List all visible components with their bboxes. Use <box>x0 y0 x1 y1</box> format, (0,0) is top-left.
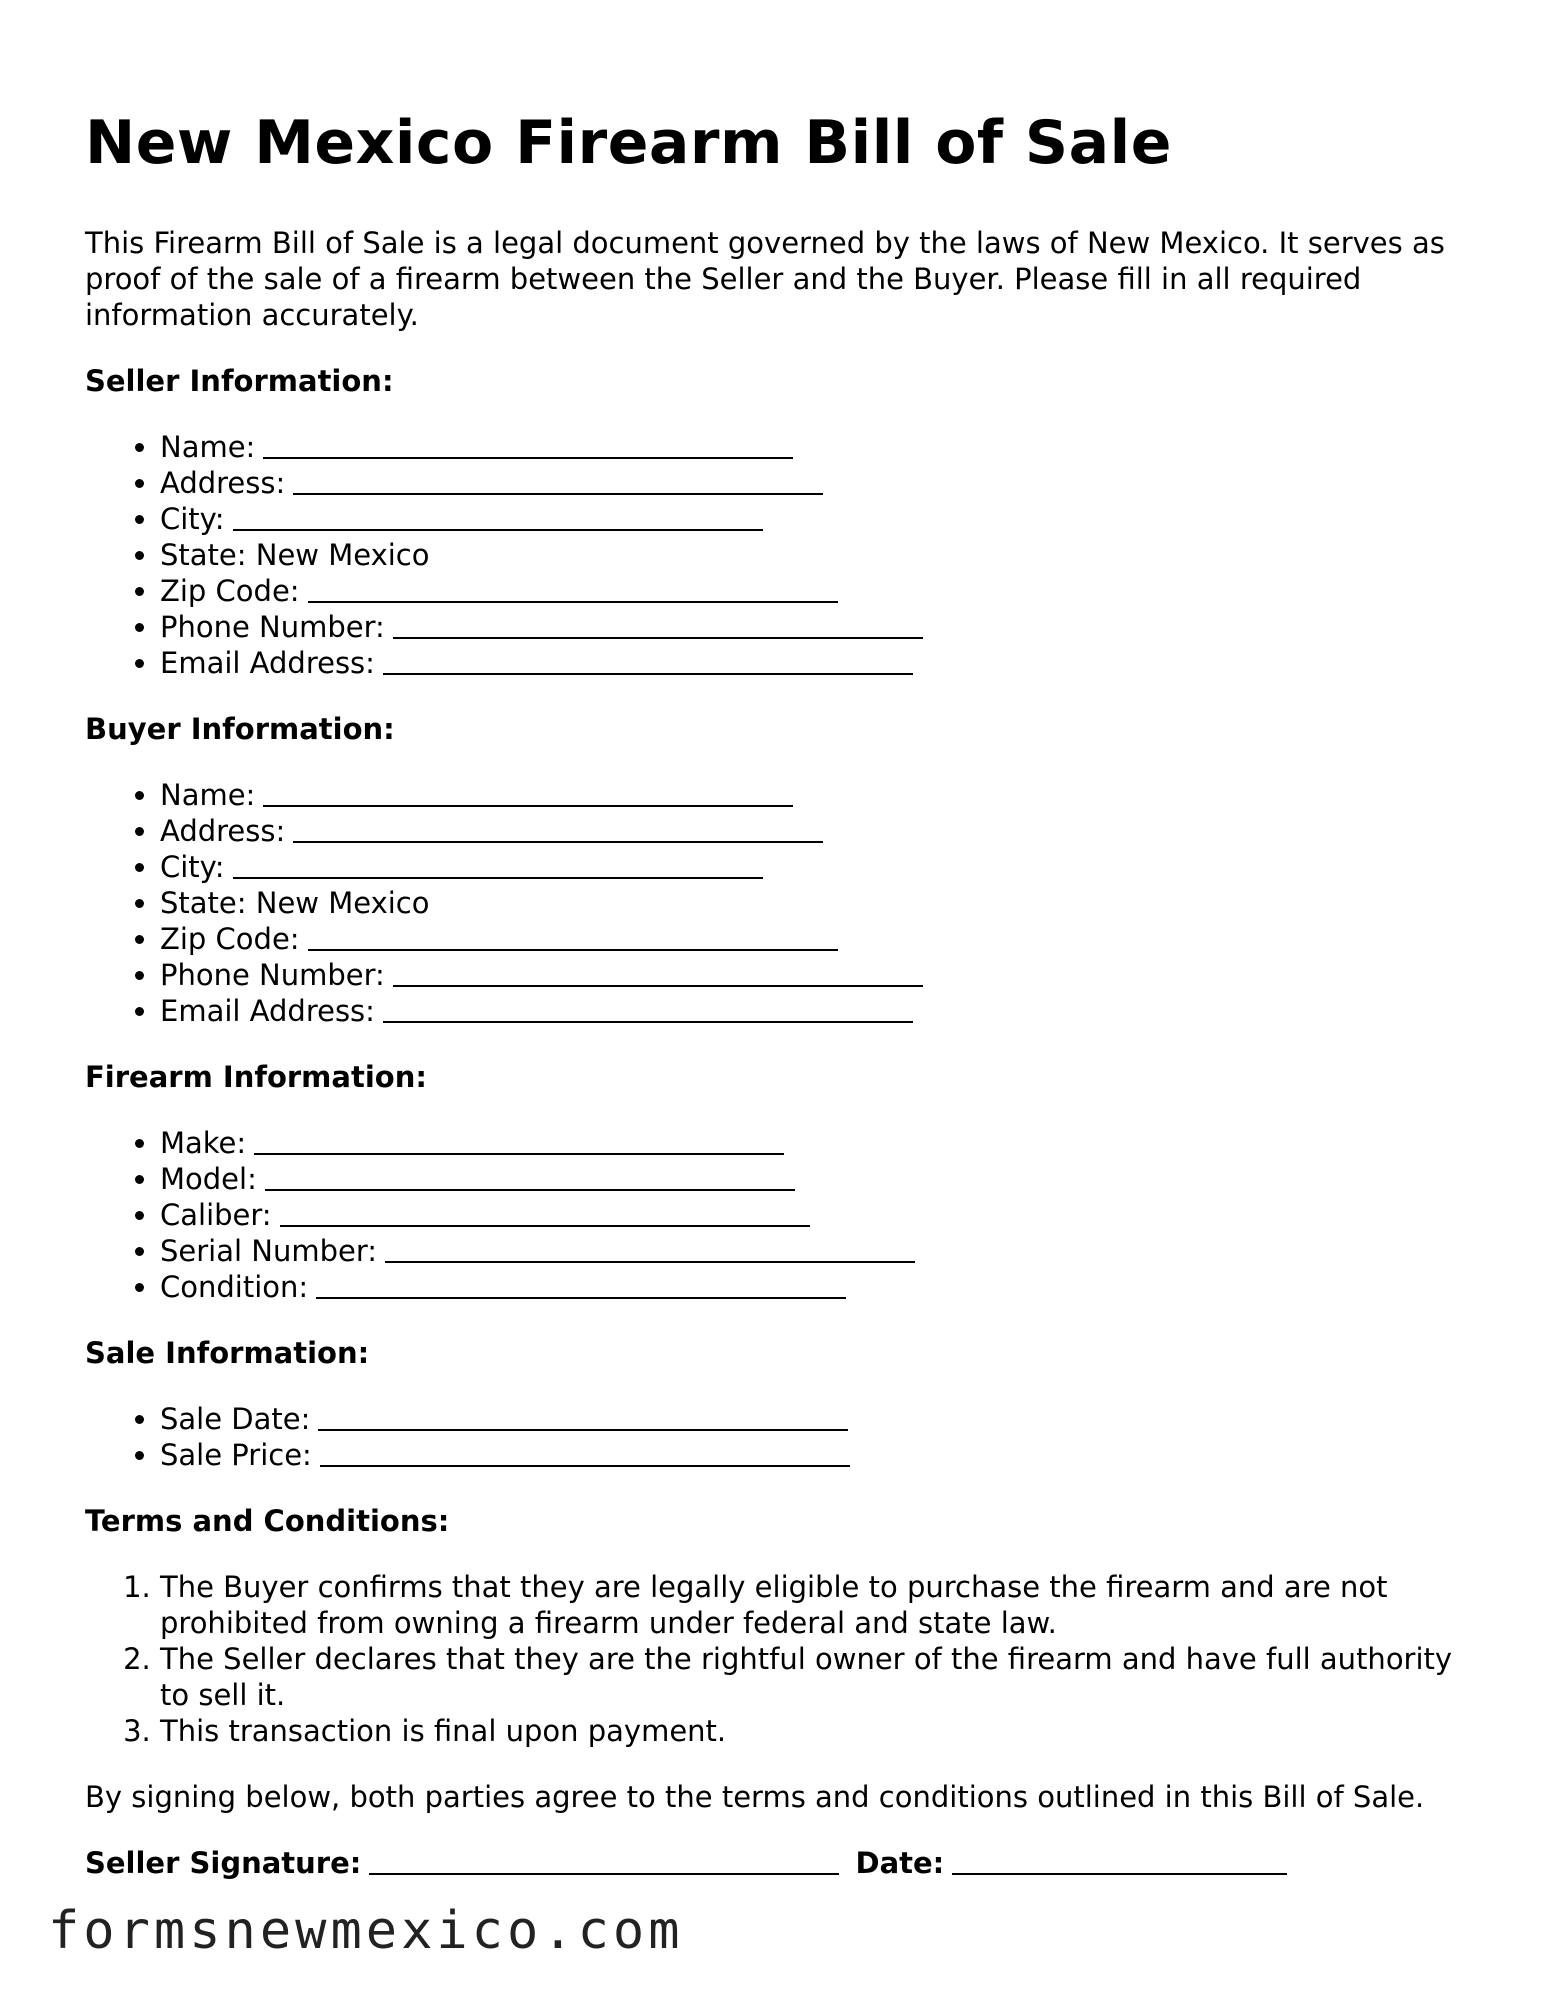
seller-zip-label: Zip Code: <box>160 574 300 608</box>
buyer-zip-item <box>160 921 1475 957</box>
buyer-phone-field[interactable] <box>393 985 923 987</box>
buyer-name-field[interactable] <box>263 805 793 807</box>
seller-email-field[interactable] <box>383 673 913 675</box>
sale-price-item <box>160 1437 1475 1473</box>
firearm-model-item <box>160 1161 1475 1197</box>
sale-heading: Sale Information: <box>85 1336 370 1370</box>
seller-address-label: Address: <box>160 466 286 500</box>
firearm-model-field[interactable] <box>265 1189 795 1191</box>
seller-address-item <box>160 465 1475 501</box>
buyer-fields-list <box>85 777 1475 1029</box>
sale-price-label: Sale Price: <box>160 1438 312 1472</box>
buyer-phone-label: Phone Number: <box>160 958 385 992</box>
buyer-state-label: State: New Mexico <box>160 886 430 920</box>
firearm-condition-item <box>160 1269 1475 1305</box>
firearm-make-field[interactable] <box>254 1153 784 1155</box>
seller-city-item <box>160 501 1475 537</box>
signature-line <box>85 1845 1475 1881</box>
seller-name-field[interactable] <box>263 457 793 459</box>
sale-date-label: Sale Date: <box>160 1402 311 1436</box>
firearm-condition-field[interactable] <box>316 1297 846 1299</box>
seller-email-item <box>160 645 1475 681</box>
buyer-phone-item <box>160 957 1475 993</box>
firearm-model-label: Model: <box>160 1162 257 1196</box>
firearm-caliber-field[interactable] <box>280 1225 810 1227</box>
terms-heading: Terms and Conditions: <box>85 1504 450 1538</box>
agreement-paragraph: By signing below, both parties agree to the terms and conditions outlined in this Bill of Sale. <box>85 1780 1425 1814</box>
seller-fields-list <box>85 429 1475 681</box>
buyer-address-label: Address: <box>160 814 286 848</box>
firearm-heading: Firearm Information: <box>85 1060 427 1094</box>
seller-signature-label: Seller Signature: <box>85 1846 362 1880</box>
seller-city-label: City: <box>160 502 225 536</box>
sale-date-field[interactable] <box>318 1429 848 1431</box>
buyer-heading: Buyer Information: <box>85 712 395 746</box>
buyer-address-field[interactable] <box>293 841 823 843</box>
seller-email-label: Email Address: <box>160 646 375 680</box>
seller-signature-field[interactable] <box>369 1873 839 1875</box>
seller-phone-item <box>160 609 1475 645</box>
signature-date-label: Date: <box>855 1846 945 1880</box>
seller-address-field[interactable] <box>293 493 823 495</box>
firearm-serial-item <box>160 1233 1475 1269</box>
seller-heading: Seller Information: <box>85 364 394 398</box>
firearm-caliber-label: Caliber: <box>160 1198 272 1232</box>
buyer-zip-label: Zip Code: <box>160 922 300 956</box>
buyer-zip-field[interactable] <box>308 949 838 951</box>
seller-state-label: State: New Mexico <box>160 538 430 572</box>
seller-name-label: Name: <box>160 430 256 464</box>
seller-phone-field[interactable] <box>393 637 923 639</box>
firearm-make-label: Make: <box>160 1126 247 1160</box>
seller-state-item <box>160 537 1475 573</box>
firearm-serial-field[interactable] <box>385 1261 915 1263</box>
buyer-name-item <box>160 777 1475 813</box>
buyer-address-item <box>160 813 1475 849</box>
buyer-email-field[interactable] <box>383 1021 913 1023</box>
terms-item: 3. This transaction is final upon payment. <box>160 1713 1475 1749</box>
firearm-condition-label: Condition: <box>160 1270 309 1304</box>
intro-paragraph: This Firearm Bill of Sale is a legal document governed by the laws of New Mexico. It serves as proof of the sale of a firearm between the Seller and the Buyer. Please fill in all required information accurately. <box>85 226 1445 332</box>
buyer-email-item <box>160 993 1475 1029</box>
buyer-city-field[interactable] <box>233 877 763 879</box>
buyer-city-label: City: <box>160 850 225 884</box>
seller-zip-field[interactable] <box>308 601 838 603</box>
terms-list <box>85 1569 1475 1749</box>
firearm-caliber-item <box>160 1197 1475 1233</box>
firearm-make-item <box>160 1125 1475 1161</box>
sale-fields-list <box>85 1401 1475 1473</box>
document-page <box>85 100 1475 1881</box>
terms-item: 2. The Seller declares that they are the rightful owner of the firearm and have full authority to sell it. <box>160 1641 1475 1713</box>
buyer-city-item <box>160 849 1475 885</box>
document-title: New Mexico Firearm Bill of Sale <box>85 108 1172 178</box>
seller-name-item <box>160 429 1475 465</box>
buyer-state-item <box>160 885 1475 921</box>
sale-date-item <box>160 1401 1475 1437</box>
signature-date-field[interactable] <box>952 1873 1287 1875</box>
seller-phone-label: Phone Number: <box>160 610 385 644</box>
sale-price-field[interactable] <box>320 1465 850 1467</box>
seller-zip-item <box>160 573 1475 609</box>
site-watermark: formsnewmexico.com <box>48 1901 684 1961</box>
buyer-name-label: Name: <box>160 778 256 812</box>
firearm-fields-list <box>85 1125 1475 1305</box>
terms-item: 1. The Buyer confirms that they are legally eligible to purchase the firearm and are not prohibited from owning a firearm under federal and state law. <box>160 1569 1475 1641</box>
seller-city-field[interactable] <box>233 529 763 531</box>
firearm-serial-label: Serial Number: <box>160 1234 378 1268</box>
buyer-email-label: Email Address: <box>160 994 375 1028</box>
